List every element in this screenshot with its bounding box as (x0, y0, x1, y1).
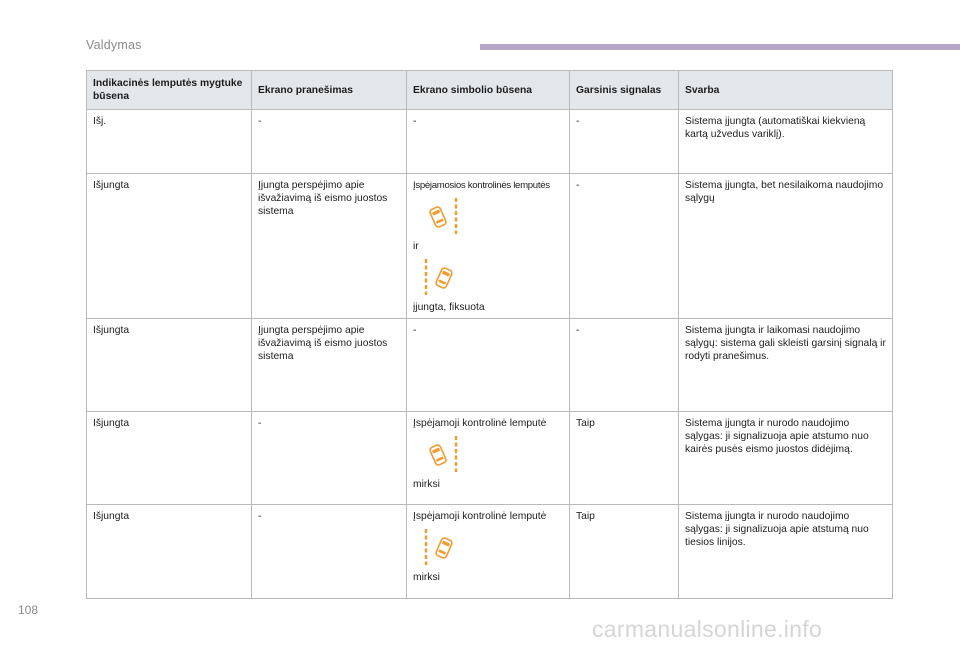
cell-importance: Sistema įjungta ir nurodo naudojimo sąlygas: ji signalizuoja apie atstumo nuo kairės pusės eismo juostos didėjimą. (679, 412, 893, 505)
cell-message: - (252, 110, 407, 174)
header-importance: Svarba (679, 71, 893, 110)
cell-symbol-state: - (407, 319, 570, 412)
cell-message: Įjungta perspėjimo apie išvažiavimą iš eismo juostos sistema (252, 174, 407, 319)
cell-importance: Sistema įjungta ir nurodo naudojimo sąlygas: ji signalizuoja apie atstumą nuo tiesios linijos. (679, 505, 893, 599)
symbol-connector: ir (413, 241, 419, 252)
symbol-description: Įspėjamoji kontrolinė lemputė (413, 511, 547, 522)
cell-button-state: Išjungta (87, 174, 252, 319)
table-row (87, 505, 893, 599)
cell-importance: Sistema įjungta, bet nesilaikoma naudojimo sąlygų (679, 174, 893, 319)
symbol-status: įjungta, fiksuota (413, 302, 485, 313)
cell-symbol-state (407, 412, 570, 505)
lane-departure-left-icon (423, 196, 459, 236)
header-symbol-state: Ekrano simbolio būsena (407, 71, 570, 110)
table-header-row (87, 71, 893, 110)
table-row (87, 110, 893, 174)
cell-button-state: Išj. (87, 110, 252, 174)
cell-importance: Sistema įjungta (automatiškai kiekvieną kartą užvedus variklį). (679, 110, 893, 174)
header-sound: Garsinis signalas (570, 71, 679, 110)
cell-symbol-state (407, 174, 570, 319)
lane-departure-status-table (86, 70, 893, 599)
header-message: Ekrano pranešimas (252, 71, 407, 110)
table-row (87, 174, 893, 319)
section-title: Valdymas (86, 38, 142, 52)
cell-sound: - (570, 319, 679, 412)
cell-symbol-state: - (407, 110, 570, 174)
cell-symbol-state (407, 505, 570, 599)
watermark: carmanualsonline.info (592, 616, 823, 642)
cell-message: - (252, 505, 407, 599)
symbol-description: Įspėjamosios kontrolinės lemputės (413, 180, 550, 191)
cell-button-state: Išjungta (87, 505, 252, 599)
symbol-status: mirksi (413, 479, 440, 490)
lane-departure-right-icon (423, 527, 459, 567)
symbol-description: Įspėjamoji kontrolinė lemputė (413, 418, 547, 429)
table-row (87, 412, 893, 505)
cell-sound: Taip (570, 412, 679, 505)
cell-sound: Taip (570, 505, 679, 599)
header-button-state: Indikacinės lemputės mygtuke būsena (87, 71, 252, 110)
lane-departure-left-icon (423, 434, 459, 474)
cell-importance: Sistema įjungta ir laikomasi naudojimo sąlygų: sistema gali skleisti garsinį signalą ir rodyti pranešimus. (679, 319, 893, 412)
section-bar (480, 44, 960, 50)
symbol-status: mirksi (413, 572, 440, 583)
cell-sound: - (570, 110, 679, 174)
cell-sound: - (570, 174, 679, 319)
cell-button-state: Išjungta (87, 319, 252, 412)
cell-button-state: Išjungta (87, 412, 252, 505)
table-row (87, 319, 893, 412)
cell-message: Įjungta perspėjimo apie išvažiavimą iš eismo juostos sistema (252, 319, 407, 412)
page-number: 108 (18, 603, 39, 617)
lane-departure-right-icon (423, 257, 459, 297)
cell-message: - (252, 412, 407, 505)
